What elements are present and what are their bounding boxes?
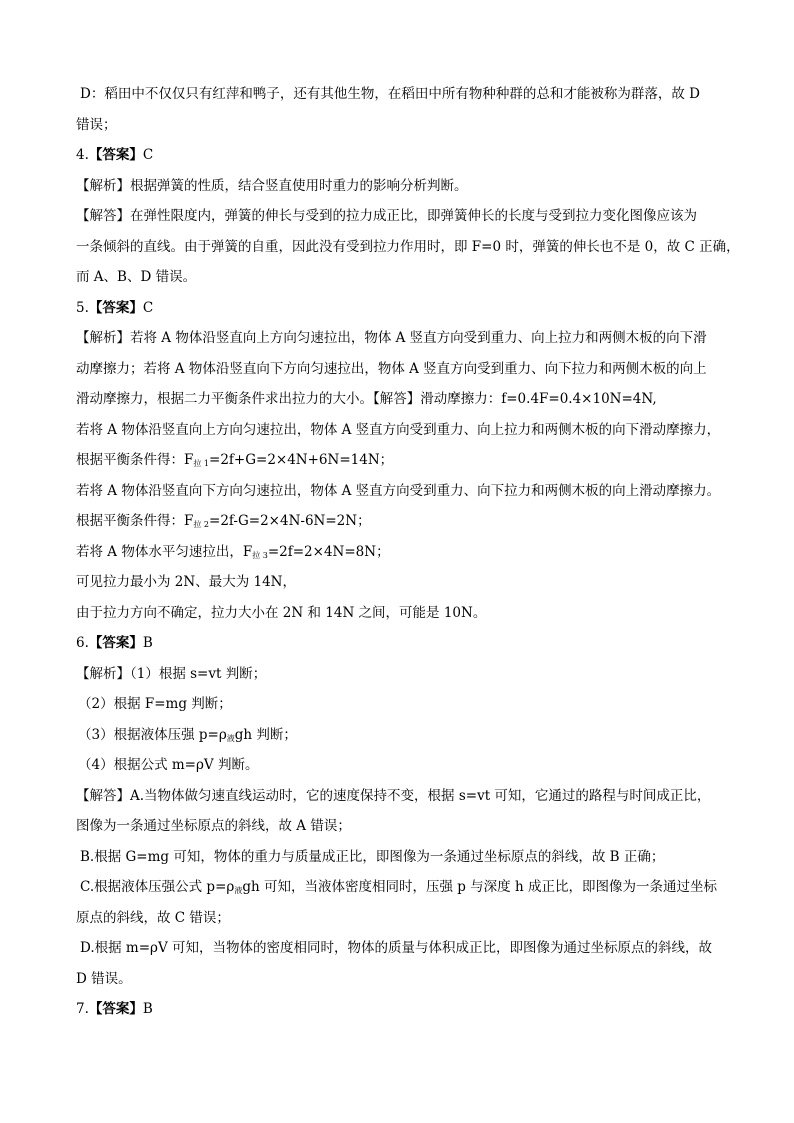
answer-tag: 【答案】 — [88, 635, 143, 651]
answer-value: C — [142, 147, 154, 163]
text-line: 滑动摩擦力，根据二力平衡条件求出拉力的大小。【解答】滑动摩擦力：f=0.4F=0.4×10N=4N, — [76, 391, 657, 407]
text-line: D.根据 m=ρV 可知，当物体的密度相同时，物体的质量与体积成正比，即图像为通过坐标原点的斜线，故 — [80, 940, 713, 956]
answer-value: B — [142, 635, 153, 651]
text-line: 【解析】（1）根据 s=vt 判断； — [76, 666, 267, 682]
text-line: 而 A、B、D 错误。 — [76, 269, 197, 285]
formula-line: 根据平衡条件得：$F_{拉 1}=2f+G=2\times 4N+6N=14N$； — [76, 452, 394, 468]
text-line: 若将 A 物体沿竖直向上方向匀速拉出，物体 A 竖直方向受到重力、向上拉力和两侧木板的向下滑动摩擦力， — [76, 422, 721, 438]
text-line: 由于拉力方向不确定，拉力大小在 2N 和 14N 之间，可能是 10N。 — [76, 605, 487, 621]
text-line: 图像为一条通过坐标原点的斜线，故 A 错误； — [76, 818, 351, 834]
text-line: 【解析】若将 A 物体沿竖直向上方向匀速拉出，物体 A 竖直方向受到重力、向上拉力和两侧木板的向下滑 — [76, 330, 707, 346]
answer-line-q4 — [76, 146, 726, 164]
text-line: D 错误。 — [76, 971, 132, 987]
text-line: D：稻田中不仅仅只有红萍和鸭子，还有其他生物，在稻田中所有物种种群的总和才能被称为群落，故 D — [80, 86, 700, 102]
formula-line: 根据平衡条件得：$F_{拉 2}=2f-G=2\times 4N-6N=2N$； — [76, 513, 371, 529]
answer-tag: 【答案】 — [88, 147, 143, 163]
text-line: （4）根据公式 m=ρV 判断。 — [78, 757, 259, 773]
answer-line-q7 — [76, 1000, 726, 1018]
text-line: 若将 A 物体沿竖直向下方向匀速拉出，物体 A 竖直方向受到重力、向下拉力和两侧木板的向上滑动摩擦力。 — [76, 483, 721, 499]
text-line: 【解答】A.当物体做匀速直线运动时，它的速度保持不变，根据 s=vt 可知，它通过的路程与时间成正比， — [76, 788, 711, 804]
text-line: B.根据 G=mg 可知，物体的重力与质量成正比，即图像为一条通过坐标原点的斜线，故 B 正确； — [80, 849, 665, 865]
text-line: 原点的斜线，故 C 错误； — [76, 910, 230, 926]
answer-tag: 【答案】 — [88, 300, 143, 316]
answer-value: B — [142, 1001, 153, 1017]
question-number: 4. — [76, 147, 89, 163]
text-line: （2）根据 F=mg 判断； — [78, 696, 232, 712]
question-number: 7. — [76, 1001, 89, 1017]
answer-line-q5 — [76, 299, 726, 317]
text-line: 动摩擦力；若将 A 物体沿竖直向下方向匀速拉出，物体 A 竖直方向受到重力、向下拉力和两侧木板的向上 — [76, 361, 707, 377]
answer-line-q6 — [76, 634, 726, 652]
text-line: 一条倾斜的直线。由于弹簧的自重，因此没有受到拉力作用时，即 F=0 时，弹簧的伸长也不是 0，故 C 正确， — [76, 239, 740, 255]
text-line: 可见拉力最小为 2N、最大为 14N， — [76, 574, 296, 590]
answer-tag: 【答案】 — [88, 1001, 143, 1017]
text-line: 错误； — [76, 117, 117, 133]
text-line: 【解析】根据弹簧的性质，结合竖直使用时重力的影响分析判断。 — [76, 178, 468, 194]
formula-line: C.根据液体压强公式 $p=\rho_液gh$ 可知，当液体密度相同时，压强 p 与深度 h 成正比，即图像为一条通过坐标 — [80, 879, 717, 895]
text-line: 【解答】在弹性限度内，弹簧的伸长与受到的拉力成正比，即弹簧伸长的长度与受到拉力变化图像应该为 — [76, 208, 697, 224]
formula-line: 若将 A 物体水平匀速拉出，$F_{拉 3}=2f=2\times 4N=8N$； — [76, 544, 390, 560]
question-number: 6. — [76, 635, 89, 651]
formula-line: （3）根据液体压强 $p=\rho_液gh$ 判断； — [78, 727, 297, 743]
question-number: 5. — [76, 300, 89, 316]
answer-value: C — [142, 300, 154, 316]
